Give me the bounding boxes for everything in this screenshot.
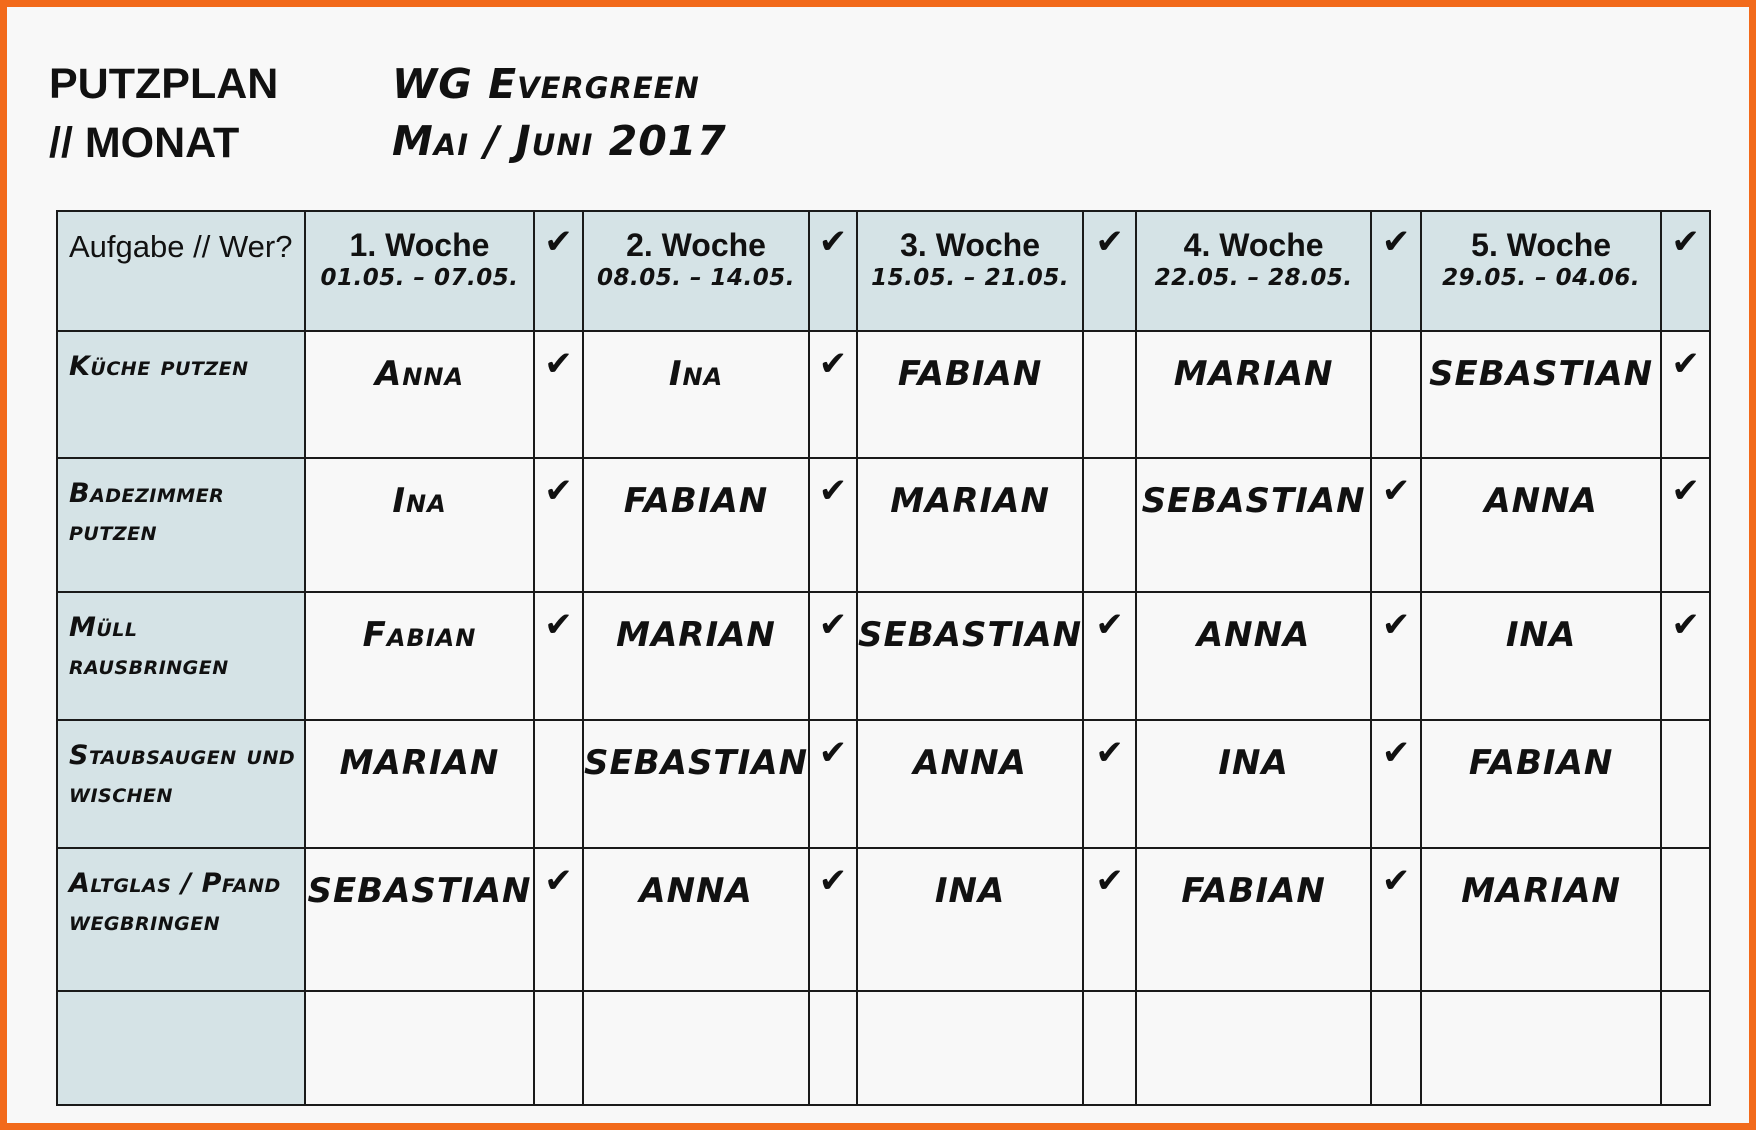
week-header	[1421, 211, 1661, 331]
week-title: 4. Woche	[1183, 227, 1324, 263]
assigned-person	[1421, 991, 1661, 1105]
week-header	[1136, 211, 1371, 331]
week-range: 22.05. – 28.05.	[1154, 265, 1353, 291]
done-check: ✔	[1661, 458, 1710, 592]
done-check	[1083, 458, 1136, 592]
assigned-person: SEBASTIAN	[583, 720, 809, 848]
table-row	[57, 720, 1710, 848]
assigned-person: MARIAN	[583, 592, 809, 720]
assigned-person: INA	[1136, 720, 1371, 848]
done-check	[1083, 331, 1136, 458]
week-header	[305, 211, 534, 331]
assigned-person	[857, 991, 1083, 1105]
assigned-person: ANNA	[1421, 458, 1661, 592]
table-row	[57, 848, 1710, 991]
week-range: 01.05. – 07.05.	[320, 265, 519, 291]
task-column-header: Aufgabe // Wer?	[57, 211, 305, 331]
done-check: ✔	[809, 720, 857, 848]
table-row	[57, 331, 1710, 458]
done-check	[534, 720, 583, 848]
assigned-person: SEBASTIAN	[305, 848, 534, 991]
assigned-person: Fabian	[305, 592, 534, 720]
check-column-header: ✔	[534, 211, 583, 331]
done-check	[1661, 991, 1710, 1105]
done-check: ✔	[1371, 592, 1421, 720]
done-check: ✔	[534, 592, 583, 720]
task-name: Altglas / Pfand wegbringen	[57, 848, 305, 991]
week-range: 15.05. – 21.05.	[871, 265, 1070, 291]
assigned-person: Ina	[305, 458, 534, 592]
week-header	[857, 211, 1083, 331]
done-check: ✔	[534, 458, 583, 592]
assigned-person: MARIAN	[305, 720, 534, 848]
task-name: Küche putzen	[57, 331, 305, 458]
assigned-person: SEBASTIAN	[1136, 458, 1371, 592]
table-row	[57, 991, 1710, 1105]
week-title: 3. Woche	[900, 227, 1041, 263]
done-check: ✔	[809, 848, 857, 991]
assigned-person: MARIAN	[1421, 848, 1661, 991]
title-line-1: PUTZPLAN	[49, 60, 279, 108]
week-range: 29.05. – 04.06.	[1442, 265, 1641, 291]
assigned-person: SEBASTIAN	[857, 592, 1083, 720]
wg-name: WG Evergreen	[392, 60, 700, 108]
assigned-person: MARIAN	[1136, 331, 1371, 458]
done-check: ✔	[534, 331, 583, 458]
header-row	[57, 211, 1710, 331]
task-name	[57, 991, 305, 1105]
done-check: ✔	[534, 848, 583, 991]
done-check: ✔	[1083, 592, 1136, 720]
check-column-header: ✔	[1083, 211, 1136, 331]
assigned-person: FABIAN	[1136, 848, 1371, 991]
done-check	[534, 991, 583, 1105]
assigned-person: Ina	[583, 331, 809, 458]
assigned-person: ANNA	[583, 848, 809, 991]
done-check: ✔	[1661, 592, 1710, 720]
assigned-person: INA	[1421, 592, 1661, 720]
done-check	[1083, 991, 1136, 1105]
table-row	[57, 592, 1710, 720]
assigned-person: SEBASTIAN	[1421, 331, 1661, 458]
done-check: ✔	[809, 592, 857, 720]
assigned-person: INA	[857, 848, 1083, 991]
task-name: Badezimmer putzen	[57, 458, 305, 592]
assigned-person: FABIAN	[583, 458, 809, 592]
week-range: 08.05. – 14.05.	[597, 265, 796, 291]
task-name: Müll rausbringen	[57, 592, 305, 720]
period: Mai / Juni 2017	[392, 117, 727, 165]
assigned-person	[305, 991, 534, 1105]
done-check: ✔	[1371, 458, 1421, 592]
assigned-person: ANNA	[1136, 592, 1371, 720]
assigned-person: ANNA	[857, 720, 1083, 848]
cleaning-schedule-table	[56, 210, 1711, 1106]
assigned-person: FABIAN	[1421, 720, 1661, 848]
done-check	[1371, 331, 1421, 458]
week-header	[583, 211, 809, 331]
assigned-person	[583, 991, 809, 1105]
done-check	[1371, 991, 1421, 1105]
assigned-person: MARIAN	[857, 458, 1083, 592]
week-title: 2. Woche	[626, 227, 766, 263]
done-check: ✔	[809, 331, 857, 458]
check-column-header: ✔	[809, 211, 857, 331]
done-check: ✔	[1083, 720, 1136, 848]
task-name: Staubsaugen und wischen	[57, 720, 305, 848]
done-check: ✔	[1371, 848, 1421, 991]
done-check	[809, 991, 857, 1105]
assigned-person: Anna	[305, 331, 534, 458]
done-check: ✔	[809, 458, 857, 592]
table-row	[57, 458, 1710, 592]
done-check: ✔	[1371, 720, 1421, 848]
check-column-header: ✔	[1661, 211, 1710, 331]
done-check: ✔	[1661, 331, 1710, 458]
check-column-header: ✔	[1371, 211, 1421, 331]
week-title: 1. Woche	[349, 227, 490, 263]
title-line-2: // MONAT	[49, 119, 240, 167]
done-check	[1661, 848, 1710, 991]
week-title: 5. Woche	[1471, 227, 1612, 263]
done-check: ✔	[1083, 848, 1136, 991]
done-check	[1661, 720, 1710, 848]
assigned-person	[1136, 991, 1371, 1105]
assigned-person: FABIAN	[857, 331, 1083, 458]
